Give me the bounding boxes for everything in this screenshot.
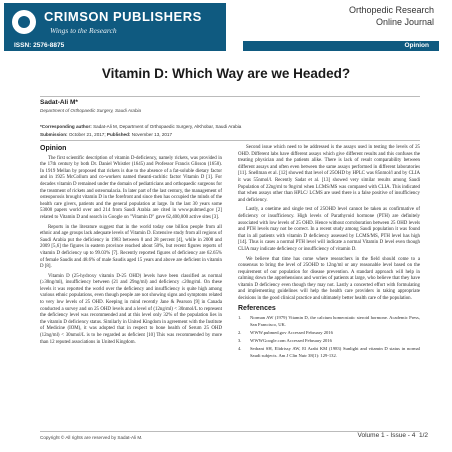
corresponding-label: *Corresponding author: [40, 124, 92, 129]
article-title: Vitamin D: Which Way are we Headed? [101, 66, 351, 81]
reference-text: Norman AW (1979) Vitamin D, the calcium homeostatic steroid hormone. Academic Press, San Francisco, UK. [250, 315, 420, 327]
corresponding-author [40, 124, 241, 129]
publisher-name: CRIMSON PUBLISHERS [44, 9, 202, 24]
published-date: November 13, 2017 [131, 132, 173, 137]
footer-page-info [358, 432, 428, 439]
reference-number: 4. [238, 346, 242, 352]
section-heading-references: References [238, 304, 276, 312]
reference-number: 1. [238, 315, 242, 321]
reference-number: 3. [238, 338, 242, 344]
journal-name-line1: Orthopedic Research [348, 5, 434, 15]
reference-item[interactable] [238, 338, 420, 344]
body-paragraph: Second issue which need to be addressed is the assays used in testing the levels of 25 OHD. Different labs have different assays which give different results and this confuses the treating physician and the patients alike. There is lack of result comparability between different assays and often even between the same assays performed in different laboratories [11]. Snellman et al. [12] showed that level of 25OHD by HPLC was 85nmol/l and by CLIA it was 55nmol/l. Recently Sadat et al. [13] showed very similar results among Saudi Population of 22ng/ml to 9ng/ml when LCMS/MS was compared with CLIA. This indicated that when assays other than HPLC/ LCMS are used there is a false positive of insufficiency and deficiency. [238, 145, 420, 203]
left-column [40, 145, 222, 349]
author-affiliation: Department of Orthopaedic Surgery, Saudi Arabia [40, 108, 142, 113]
reference-item[interactable] [238, 315, 420, 328]
reference-item[interactable] [238, 330, 420, 336]
submission-dates: Submission: October 21, 2017; Published: November 13, 2017 [40, 132, 173, 137]
issn-label: ISSN: 2576-8875 [14, 42, 65, 49]
reference-text: WWW.pubmed.gov Accessed February 2016 [250, 329, 333, 335]
references-list [238, 306, 420, 359]
journal-header [0, 0, 452, 51]
corresponding-text: Sadat-Ali M, Department of Orthopaedic Surgery, AlKhobar, Saudi Arabia [93, 124, 242, 129]
issn-bar [4, 41, 226, 51]
title-divider [40, 96, 420, 97]
body-paragraph: We believe that time has come where researchers in the field should come to a consensus to bring the level of 25OHD to 12ng/ml or any reasonable level based on the requirement of our population for disease prevention. A standard approach will help in calming down the apprehensions and worries of patients at large, who believe that they have vitamin D deficiency even though they may not. Lastly a concerted effort with formulating and implementing guidelines will help the health care providers in taking appropriate decisions in the good clinical practice and ultimately better health care of the population. [238, 256, 420, 302]
journal-name [284, 4, 434, 28]
reference-text: Sedrani SH, Elidrissy AW, El Arabi KM (1983) Sunlight and vitamin D status in normal Saudi subjects. Am J Clin Nutr 38(1): 129-132. [250, 346, 420, 358]
body-paragraph: Vitamin D (25-hydroxy vitamin D-25 OHD) levels have been classified as normal (≥30ng/ml), insufficiency between (21 and 29ng/ml) and deficiency ≤20ng/ml. On these levels it was reported the world over the deficiency and insufficiency is quite high among various ethnic populations, even though people are not showing signs and symptoms related to very low levels of 25 OHD. Keeping in mind recently Jane & Pearson [9] in Canada conducted a survey and on 25 OHD levels and a level of (12ng/ml) < 30nmol/L to represent the deficiency level was recommended and at this level only 32% of the population lies in the vitamin D deficiency status. Similarly in United Kingdom in agreement with the Institute of Medicine (IOM), it was adopted that in respect to bone health of Serum 25 OHD (12ng/ml) < 30nmol/L is to be regarded as deficient [10] This was recommended by more than 12 reputed associations in United Kingdom. [40, 273, 222, 345]
journal-name-line2: Online Journal [375, 17, 434, 27]
volume-issue: Volume 1 - Issue - 4 [357, 432, 416, 439]
reference-item[interactable] [238, 346, 420, 359]
page-number: 1/2 [418, 432, 428, 439]
doctype-bar [243, 41, 439, 51]
published-label: Published: [106, 132, 131, 137]
meta-divider [40, 140, 420, 141]
publisher-logo-icon [12, 10, 36, 34]
reference-number: 2. [238, 329, 242, 335]
publisher-logo[interactable] [4, 3, 226, 41]
body-paragraph: Reports in the literature suggest that in the world today one billion people from all ethnic and age groups lack adequate levels of Vitamin D. Extensive study from all regions of Saudi Arabia put the deficiency in 1983 between 0 and 28 percent [4], while in 2008 and 2009 [5,6] the figures in eastern province reached about 50%, but recent figures reports of vitamin D deficiency up to 99.03% [7]. Recently reported figures of deficiency are 62.65% of female Saudis and 48.6% of male Saudis aged 15 years and above are deficient in vitamin D [8]. [40, 224, 222, 270]
publisher-tagline: Wings to the Research [50, 26, 117, 35]
body-paragraph: The first scientific description of vitamin D-deficiency, namely rickets, was provided in the 17th century by both Dr. Daniel Whistler (1645) and Professor Francis Glisson (1650). In 1919 Mellan by proposed that rickets is due to the absence of a fat-soluble dietary factor and in 1925 McCollum and co-workers named theanti-rachitic factor Vitamin D [1]. For decades vitamin D remained under the domain of pediatricians and orthopaedic surgeons for the treatment of rickets and osteomalacia. In later part of the last century, the management of osteoporosis brought vitamin D in the forefront and since then has occupied the minds of the health care givers, patients and the general population at large. In the last 30 years some 53000 papers world over and 214 from Saudi Arabia are cited in www.pubmed.gov [2] related to Vitamin D and search in Google on "Vitamin D" gave 62,400,000 active sites [3]. [40, 155, 222, 220]
reference-text: WWWGoogle.com Accessed February 2016 [250, 338, 332, 344]
submission-date: October 21, 2017 [68, 132, 105, 137]
section-heading-opinion: Opinion [40, 145, 67, 152]
footer-copyright: Copyright © All rights are reserved by Sadat-Ali M. [40, 435, 143, 440]
author-name: Sadat-Ali M* [40, 99, 78, 106]
submission-label: Submission: [40, 132, 68, 137]
right-column [238, 145, 420, 361]
doc-type-label: Opinion [404, 42, 429, 49]
body-paragraph: Lastly, a onetime and single test of 25OHD level cannot be taken as confirmative of deficiency or insufficiency. High levels of Parathyroid hormone (PTH) are definitely associated with low levels of 25 OHD. Hence without corroboration between 25 OHD levels and PTH levels may not be correct. In a recent study among Saudi population it was found that in all patients with vitamin D deficiency assessed by LCMS/MS, PTH level has high [14]. Thus is cases a normal PTH level will indicate a normal Vitamin D level even though CLIA may indicate deficiency or insufficiency of vitamin D. [238, 207, 420, 252]
